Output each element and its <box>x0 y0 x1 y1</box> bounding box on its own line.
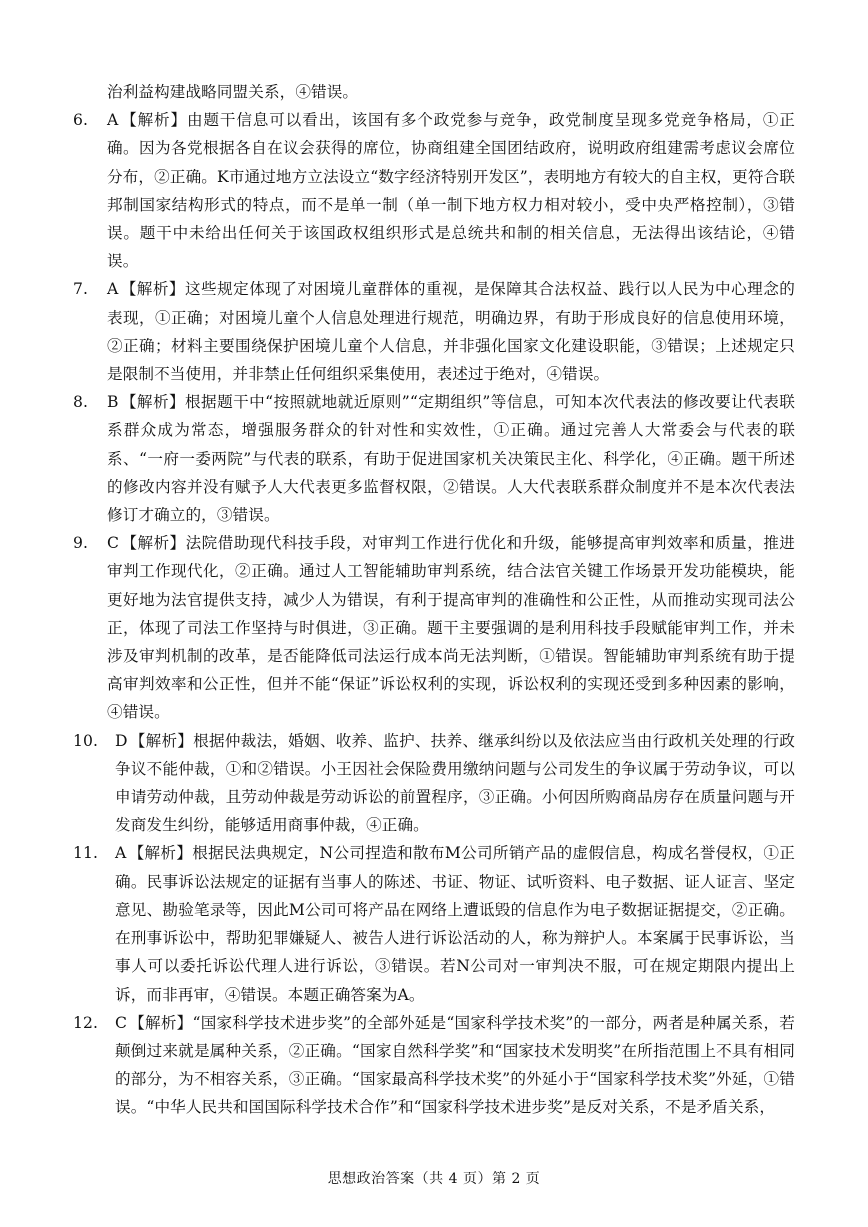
answer-item-11 <box>73 839 795 1008</box>
answer-item-7 <box>73 275 795 388</box>
item-answer: D <box>115 731 128 750</box>
item-answer: C <box>115 1013 128 1032</box>
item-number: 10. <box>73 731 99 750</box>
item-body <box>115 1009 795 1122</box>
answer-item-10 <box>73 727 795 840</box>
item-body <box>107 106 795 275</box>
item-number: 12. <box>73 1013 99 1032</box>
item-number: 8. <box>73 393 89 412</box>
answer-item-8 <box>73 388 795 529</box>
page-footer: 思想政治答案（共 4 页）第 2 页 <box>327 1171 541 1187</box>
item-explanation: 【解析】法院借助现代科技手段，对审判工作进行优化和升级，能够提高审判效率和质量，推进审判工作现代化，②正确。通过人工智能辅助审判系统，结合法官关键工作场景开发功能模块，能更好地为法官提供支持，减少人为错误，有利于提高审判的准确性和公正性，从而推动实现司法公正，体现了司法工作坚持与时俱进，③正确。题干主要强调的是利用科技手段赋能审判工作，并未涉及审判机制的改革，是否能降低司法运行成本尚无法判断，①错误。智能辅助审判系统有助于提高审判效率和公正性，但并不能“保证”诉讼权利的实现，诉讼权利的实现还受到多种因素的影响，④错误。 <box>107 534 795 722</box>
item-body <box>107 275 795 388</box>
item-body <box>107 529 795 726</box>
answer-item-12 <box>73 1009 795 1122</box>
answer-content <box>73 78 795 1122</box>
item-body <box>107 388 795 529</box>
item-answer: A <box>107 111 119 130</box>
answer-item-6 <box>73 106 795 275</box>
item-body <box>115 727 795 840</box>
item-answer: C <box>107 534 120 553</box>
item-number: 11. <box>73 844 99 863</box>
item-explanation: 【解析】根据仲裁法，婚姻、收养、监护、扶养、继承纠纷以及依法应当由行政机关处理的行政争议不能仲裁，①和②错误。小王因社会保险费用缴纳问题与公司发生的争议属于劳动争议，可以申请劳动仲裁，且劳动仲裁是劳动诉讼的前置程序，③正确。小何因所购商品房存在质量问题与开发商发生纠纷，能够适用商事仲裁，④正确。 <box>115 731 795 835</box>
item-explanation: 【解析】由题干信息可以看出，该国有多个政党参与竞争，政党制度呈现多党竞争格局，①正确。因为各党根据各自在议会获得的席位，协商组建全国团结政府，说明政府组建需考虑议会席位分布，②正确。K市通过地方立法设立“数字经济特别开发区”，表明地方有较大的自主权，更符合联邦制国家结构形式的特点，而不是单一制（单一制下地方权力相对较小，受中央严格控制），③错误。题干中未给出任何关于该国政权组织形式是总统共和制的相关信息，无法得出该结论，④错误。 <box>107 111 795 271</box>
item-explanation: 【解析】这些规定体现了对困境儿童群体的重视，是保障其合法权益、践行以人民为中心理念的表现，①正确；对困境儿童个人信息处理进行规范，明确边界，有助于形成良好的信息使用环境，②正确；材料主要围绕保护困境儿童个人信息，并非强化国家文化建设职能，③错误；上述规定只是限制不当使用，并非禁止任何组织采集使用，表述过于绝对，④错误。 <box>107 280 795 384</box>
item-number: 9. <box>73 534 89 553</box>
continuation-text: 治利益构建战略同盟关系，④错误。 <box>107 83 359 101</box>
item-explanation: 【解析】根据民法典规定，N公司捏造和散布M公司所销产品的虚假信息，构成名誉侵权，①正确。民事诉讼法规定的证据有当事人的陈述、书证、物证、试听资料、电子数据、证人证言、坚定意见、勘验笔录等，因此M公司可将产品在网络上遭诋毁的信息作为电子数据证据提交，②正确。在刑事诉讼中，帮助犯罪嫌疑人、被告人进行诉讼活动的人，称为辩护人。本案属于民事诉讼，当事人可以委托诉讼代理人进行诉讼，③错误。若N公司对一审判决不服，可在规定期限内提出上诉，而非再审，④错误。本题正确答案为A。 <box>115 844 795 1004</box>
item-explanation: 【解析】“国家科学技术进步奖”的全部外延是“国家科学技术奖”的一部分，两者是种属关系，若颠倒过来就是属种关系，②正确。“国家自然科学奖”和“国家技术发明奖”在所指范围上不具有相同的部分，为不相容关系，③正确。“国家最高科学技术奖”的外延小于“国家科学技术奖”外延，①错误。“中华人民共和国国际科学技术合作”和“国家科学技术进步奖”是反对关系，不是矛盾关系， <box>115 1013 795 1117</box>
item-answer: A <box>107 280 119 299</box>
item-body <box>115 839 795 1008</box>
item-answer: A <box>115 844 127 863</box>
item-number: 6. <box>73 111 89 130</box>
item-number: 7. <box>73 280 89 299</box>
item-answer: B <box>107 393 119 412</box>
answer-item-9 <box>73 529 795 726</box>
item-explanation: 【解析】根据题干中“按照就地就近原则”“定期组织”等信息，可知本次代表法的修改要让代表联系群众成为常态，增强服务群众的针对性和实效性，①正确。通过完善人大常委会与代表的联系、“一府一委两院”与代表的联系，有助于促进国家机关决策民主化、科学化，④正确。题干所述的修改内容并没有赋予人大代表更多监督权限，②错误。人大代表联系群众制度并不是本次代表法修订才确立的，③错误。 <box>107 393 795 525</box>
